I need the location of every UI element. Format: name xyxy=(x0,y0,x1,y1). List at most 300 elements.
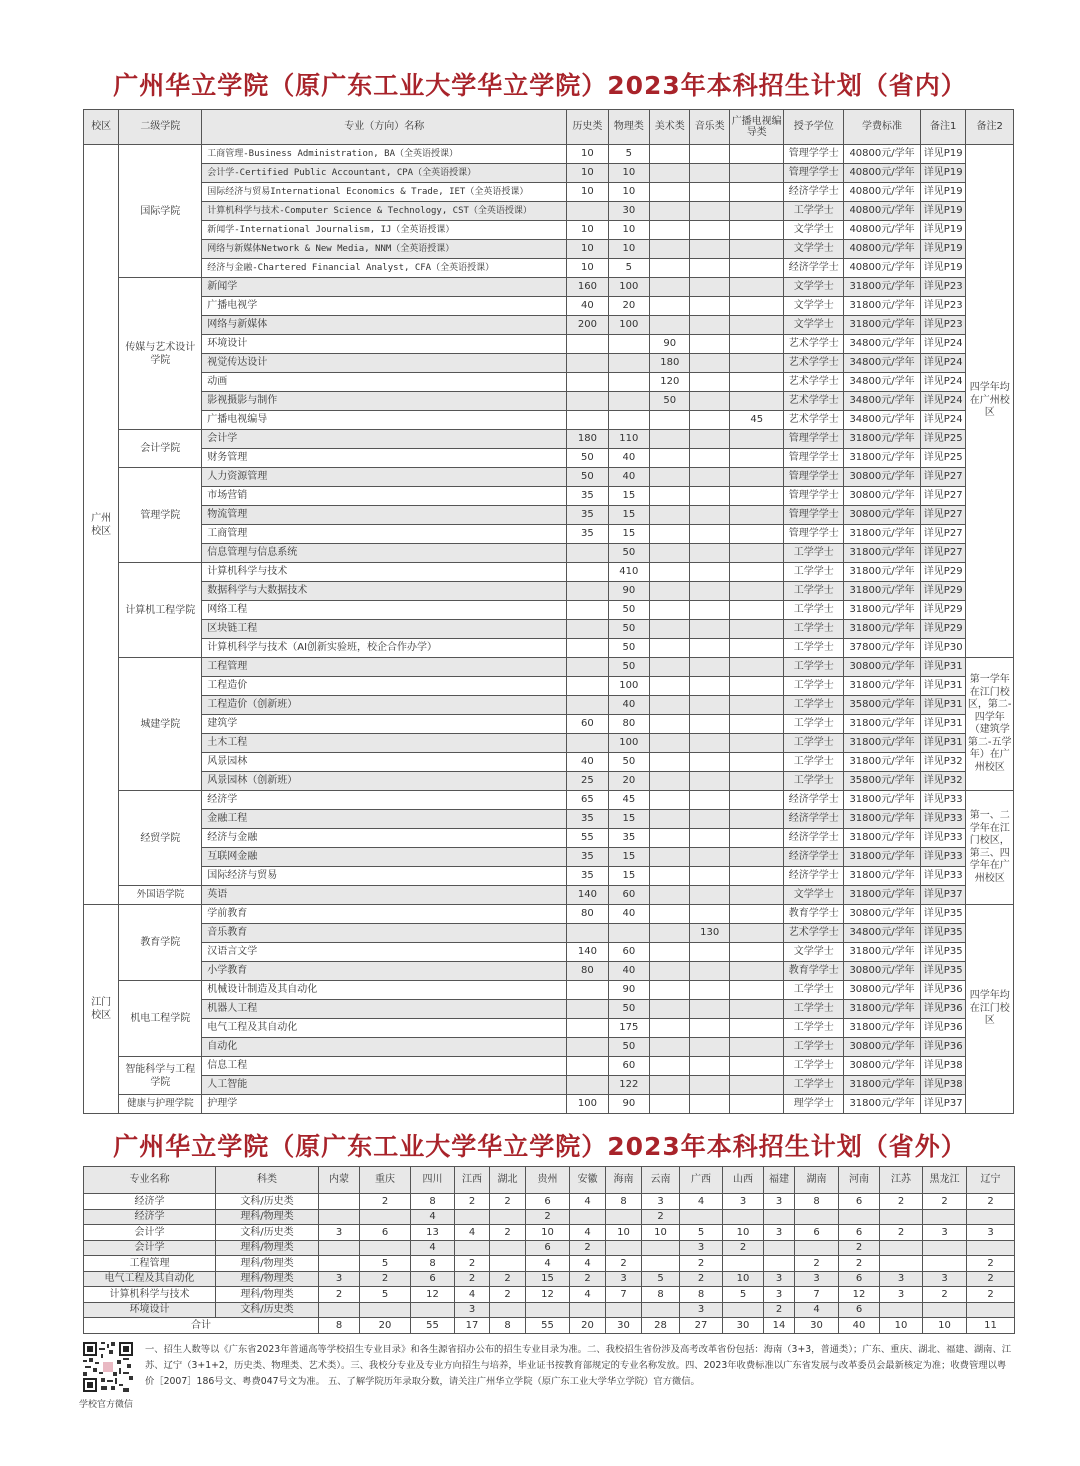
cell-art xyxy=(650,430,690,449)
cell-art xyxy=(650,1076,690,1095)
cell-fee: 35800元/学年 xyxy=(844,696,921,715)
cell-fee: 30800元/学年 xyxy=(844,1057,921,1076)
column-header: 福建 xyxy=(764,1167,795,1194)
cell-degree: 文学学士 xyxy=(784,943,844,962)
total-cell: 40 xyxy=(839,1318,880,1334)
cell-hist xyxy=(567,639,608,658)
table-row xyxy=(84,867,1014,886)
cell-art xyxy=(650,696,690,715)
cell-art xyxy=(650,810,690,829)
college-cell: 传媒与艺术设计学院 xyxy=(119,278,202,430)
column-header: 江苏 xyxy=(880,1167,923,1194)
table-row xyxy=(84,924,1014,943)
cell-note1: 详见P24 xyxy=(920,392,965,411)
total-label: 合计 xyxy=(84,1318,319,1334)
quota-cell xyxy=(319,1209,360,1225)
cell-phys xyxy=(608,411,649,430)
cell-fee: 31800元/学年 xyxy=(844,943,921,962)
cell-art: 120 xyxy=(650,373,690,392)
cell-fee: 31800元/学年 xyxy=(844,1019,921,1038)
column-header: 重庆 xyxy=(360,1167,411,1194)
quota-cell xyxy=(526,1302,570,1318)
column-header: 音乐类 xyxy=(690,110,729,145)
cell-phys: 50 xyxy=(608,1038,649,1057)
cell-music xyxy=(690,696,729,715)
quota-cell: 4 xyxy=(411,1240,455,1256)
major-name: 英语 xyxy=(202,886,567,905)
table-row xyxy=(84,1256,1015,1272)
quota-cell: 3 xyxy=(880,1287,923,1303)
cell-degree: 工学学士 xyxy=(784,715,844,734)
major-name: 人力资源管理 xyxy=(202,468,567,487)
cell-phys: 50 xyxy=(608,620,649,639)
major-name: 工程管理 xyxy=(84,1256,216,1272)
quota-cell: 2 xyxy=(839,1240,880,1256)
cell-note1: 详见P19 xyxy=(920,183,965,202)
quota-cell: 6 xyxy=(411,1271,455,1287)
cell-hist: 40 xyxy=(567,753,608,772)
cell-music xyxy=(690,962,729,981)
major-name: 新闻学-International Journalism, IJ（全英语授课） xyxy=(202,221,567,240)
table-row xyxy=(84,202,1014,221)
cell-degree: 理学学士 xyxy=(784,1095,844,1114)
column-header: 二级学院 xyxy=(119,110,202,145)
quota-cell: 2 xyxy=(967,1287,1015,1303)
cell-degree: 工学学士 xyxy=(784,582,844,601)
quota-cell: 2 xyxy=(570,1271,606,1287)
cell-degree: 经济学学士 xyxy=(784,829,844,848)
table-row xyxy=(84,145,1014,164)
table-row xyxy=(84,544,1014,563)
column-header: 美术类 xyxy=(650,110,690,145)
qr-label: 学校官方微信 xyxy=(79,1400,134,1410)
quota-cell: 3 xyxy=(319,1225,360,1241)
table-row xyxy=(84,392,1014,411)
cell-hist: 10 xyxy=(567,240,608,259)
cell-bd xyxy=(729,392,784,411)
table-row xyxy=(84,335,1014,354)
quota-cell xyxy=(880,1209,923,1225)
cell-hist xyxy=(567,354,608,373)
cell-note1: 详见P33 xyxy=(920,829,965,848)
quota-cell: 5 xyxy=(723,1287,764,1303)
cell-phys: 15 xyxy=(608,506,649,525)
cell-music xyxy=(690,943,729,962)
cell-note1: 详见P37 xyxy=(920,886,965,905)
quota-cell: 2 xyxy=(680,1271,723,1287)
cell-bd xyxy=(729,734,784,753)
cell-art xyxy=(650,544,690,563)
out-province-title: 广州华立学院（原广东工业大学华立学院）2023年本科招生计划（省外） xyxy=(113,1132,967,1161)
cell-music xyxy=(690,449,729,468)
quota-cell: 2 xyxy=(680,1256,723,1272)
cell-art xyxy=(650,259,690,278)
total-cell: 28 xyxy=(642,1318,680,1334)
cell-fee: 40800元/学年 xyxy=(844,145,921,164)
cell-phys: 175 xyxy=(608,1019,649,1038)
cell-phys: 50 xyxy=(608,544,649,563)
cell-music xyxy=(690,1057,729,1076)
cell-note1: 详见P29 xyxy=(920,601,965,620)
cell-phys: 40 xyxy=(608,905,649,924)
cell-degree: 管理学学士 xyxy=(784,449,844,468)
cell-phys: 10 xyxy=(608,221,649,240)
quota-cell xyxy=(880,1256,923,1272)
cell-note1: 详见P19 xyxy=(920,202,965,221)
major-name: 电气工程及其自动化 xyxy=(84,1271,216,1287)
cell-phys: 100 xyxy=(608,734,649,753)
cell-degree: 经济学学士 xyxy=(784,867,844,886)
cell-hist: 10 xyxy=(567,221,608,240)
quota-cell xyxy=(795,1209,839,1225)
cell-music: 130 xyxy=(690,924,729,943)
cell-art xyxy=(650,1038,690,1057)
cell-bd xyxy=(729,848,784,867)
cell-music xyxy=(690,886,729,905)
cell-bd xyxy=(729,886,784,905)
cell-phys: 60 xyxy=(608,886,649,905)
total-cell: 20 xyxy=(570,1318,606,1334)
quota-cell: 7 xyxy=(606,1287,642,1303)
quota-cell: 2 xyxy=(967,1194,1015,1210)
cell-phys: 50 xyxy=(608,658,649,677)
quota-cell xyxy=(880,1302,923,1318)
cell-music xyxy=(690,582,729,601)
cell-art xyxy=(650,202,690,221)
table-row xyxy=(84,1209,1015,1225)
cell-degree: 工学学士 xyxy=(784,620,844,639)
cell-phys: 10 xyxy=(608,183,649,202)
quota-cell: 6 xyxy=(360,1225,411,1241)
cell-fee: 34800元/学年 xyxy=(844,924,921,943)
footer xyxy=(79,1342,1018,1417)
quota-cell: 3 xyxy=(455,1302,490,1318)
cell-hist xyxy=(567,1000,608,1019)
cell-note1: 详见P25 xyxy=(920,430,965,449)
cell-fee: 31800元/学年 xyxy=(844,886,921,905)
cell-hist xyxy=(567,981,608,1000)
quota-cell xyxy=(360,1302,411,1318)
quota-cell xyxy=(967,1302,1015,1318)
cell-note1: 详见P24 xyxy=(920,335,965,354)
major-name: 广播电视编导 xyxy=(202,411,567,430)
cell-art xyxy=(650,753,690,772)
cell-degree: 工学学士 xyxy=(784,601,844,620)
table-row xyxy=(84,1287,1015,1303)
quota-cell xyxy=(319,1256,360,1272)
cell-art xyxy=(650,677,690,696)
table-row xyxy=(84,753,1014,772)
cell-art xyxy=(650,924,690,943)
cell-hist xyxy=(567,373,608,392)
cell-fee: 31800元/学年 xyxy=(844,449,921,468)
quota-cell: 4 xyxy=(570,1287,606,1303)
cell-music xyxy=(690,658,729,677)
cell-degree: 经济学学士 xyxy=(784,259,844,278)
cell-music xyxy=(690,1095,729,1114)
cell-fee: 30800元/学年 xyxy=(844,487,921,506)
cell-music xyxy=(690,1038,729,1057)
quota-cell: 2 xyxy=(642,1209,680,1225)
cell-note1: 详见P37 xyxy=(920,1095,965,1114)
cell-music xyxy=(690,753,729,772)
cell-degree: 管理学学士 xyxy=(784,525,844,544)
quota-cell xyxy=(880,1240,923,1256)
cell-bd xyxy=(729,1095,784,1114)
cell-fee: 31800元/学年 xyxy=(844,715,921,734)
cell-music xyxy=(690,468,729,487)
table-row xyxy=(84,1000,1014,1019)
cell-bd xyxy=(729,715,784,734)
cell-hist: 35 xyxy=(567,867,608,886)
quota-cell: 2 xyxy=(923,1194,967,1210)
cell-degree: 艺术学学士 xyxy=(784,411,844,430)
cell-fee: 40800元/学年 xyxy=(844,259,921,278)
cell-art xyxy=(650,316,690,335)
quota-cell: 7 xyxy=(795,1287,839,1303)
cell-music xyxy=(690,791,729,810)
quota-cell: 3 xyxy=(606,1271,642,1287)
cell-art xyxy=(650,164,690,183)
table-row xyxy=(84,240,1014,259)
table-row xyxy=(84,183,1014,202)
cell-art xyxy=(650,449,690,468)
table-row xyxy=(84,1240,1015,1256)
quota-cell: 6 xyxy=(526,1240,570,1256)
major-name: 工商管理 xyxy=(202,525,567,544)
cell-phys xyxy=(608,354,649,373)
major-name: 自动化 xyxy=(202,1038,567,1057)
cell-hist: 55 xyxy=(567,829,608,848)
cell-music xyxy=(690,373,729,392)
cell-fee: 40800元/学年 xyxy=(844,164,921,183)
note2-cell: 四学年均在江门校区 xyxy=(966,905,1014,1114)
cell-bd xyxy=(729,373,784,392)
quota-cell xyxy=(570,1209,606,1225)
cell-bd xyxy=(729,506,784,525)
major-name: 学前教育 xyxy=(202,905,567,924)
subject-type: 理科/物理类 xyxy=(216,1240,319,1256)
cell-bd xyxy=(729,639,784,658)
cell-art: 50 xyxy=(650,392,690,411)
cell-music xyxy=(690,278,729,297)
cell-hist: 10 xyxy=(567,164,608,183)
cell-bd xyxy=(729,981,784,1000)
quota-cell xyxy=(360,1240,411,1256)
cell-art xyxy=(650,848,690,867)
quota-cell: 8 xyxy=(795,1194,839,1210)
cell-art xyxy=(650,145,690,164)
major-name: 经济学 xyxy=(84,1209,216,1225)
cell-phys: 100 xyxy=(608,278,649,297)
column-header: 广西 xyxy=(680,1167,723,1194)
cell-note1: 详见P24 xyxy=(920,411,965,430)
cell-degree: 管理学学士 xyxy=(784,487,844,506)
cell-phys: 50 xyxy=(608,753,649,772)
cell-degree: 文学学士 xyxy=(784,278,844,297)
cell-music xyxy=(690,734,729,753)
quota-cell xyxy=(642,1256,680,1272)
table-row xyxy=(84,962,1014,981)
quota-cell xyxy=(455,1209,490,1225)
cell-note1: 详见P27 xyxy=(920,506,965,525)
quota-cell xyxy=(839,1209,880,1225)
cell-phys: 30 xyxy=(608,202,649,221)
cell-fee: 31800元/学年 xyxy=(844,1000,921,1019)
table-row xyxy=(84,316,1014,335)
cell-fee: 31800元/学年 xyxy=(844,601,921,620)
quota-cell: 3 xyxy=(967,1225,1015,1241)
table-row xyxy=(84,810,1014,829)
cell-phys: 20 xyxy=(608,772,649,791)
cell-note1: 详见P27 xyxy=(920,544,965,563)
table-row xyxy=(84,886,1014,905)
quota-cell: 2 xyxy=(967,1256,1015,1272)
cell-note1: 详见P24 xyxy=(920,373,965,392)
table-row xyxy=(84,848,1014,867)
cell-bd xyxy=(729,221,784,240)
cell-fee: 31800元/学年 xyxy=(844,544,921,563)
cell-phys: 122 xyxy=(608,1076,649,1095)
quota-cell xyxy=(967,1209,1015,1225)
quota-cell: 5 xyxy=(360,1287,411,1303)
cell-phys: 40 xyxy=(608,449,649,468)
table-row xyxy=(84,791,1014,810)
major-name: 会计学-Certified Public Accountant, CPA（全英语授课） xyxy=(202,164,567,183)
cell-degree: 工学学士 xyxy=(784,639,844,658)
cell-note1: 详见P23 xyxy=(920,278,965,297)
major-name: 互联网金融 xyxy=(202,848,567,867)
cell-note1: 详见P38 xyxy=(920,1057,965,1076)
table-row xyxy=(84,772,1014,791)
college-cell: 教育学院 xyxy=(119,905,202,981)
cell-bd xyxy=(729,962,784,981)
quota-cell: 3 xyxy=(680,1302,723,1318)
quota-cell: 12 xyxy=(411,1287,455,1303)
cell-art xyxy=(650,1095,690,1114)
major-name: 市场营销 xyxy=(202,487,567,506)
cell-note1: 详见P27 xyxy=(920,525,965,544)
cell-degree: 艺术学学士 xyxy=(784,924,844,943)
quota-cell: 2 xyxy=(490,1194,526,1210)
cell-degree: 工学学士 xyxy=(784,772,844,791)
cell-hist: 35 xyxy=(567,525,608,544)
column-header: 专业（方向）名称 xyxy=(202,110,567,145)
cell-music xyxy=(690,202,729,221)
quota-cell: 5 xyxy=(642,1271,680,1287)
quota-cell: 3 xyxy=(795,1271,839,1287)
cell-degree: 工学学士 xyxy=(784,753,844,772)
cell-hist xyxy=(567,411,608,430)
major-name: 计算机科学与技术（AI创新实验班，校企合作办学） xyxy=(202,639,567,658)
subject-type: 理科/物理类 xyxy=(216,1209,319,1225)
cell-note1: 详见P19 xyxy=(920,145,965,164)
cell-phys: 90 xyxy=(608,582,649,601)
cell-music xyxy=(690,829,729,848)
cell-bd xyxy=(729,696,784,715)
cell-note1: 详见P32 xyxy=(920,772,965,791)
cell-note1: 详见P29 xyxy=(920,582,965,601)
cell-art xyxy=(650,715,690,734)
cell-music xyxy=(690,848,729,867)
quota-cell xyxy=(723,1209,764,1225)
quota-cell: 6 xyxy=(795,1225,839,1241)
major-name: 信息工程 xyxy=(202,1057,567,1076)
cell-degree: 艺术学学士 xyxy=(784,354,844,373)
cell-bd xyxy=(729,278,784,297)
cell-bd xyxy=(729,297,784,316)
cell-fee: 34800元/学年 xyxy=(844,373,921,392)
cell-note1: 详见P31 xyxy=(920,715,965,734)
column-header: 科类 xyxy=(216,1167,319,1194)
quota-cell xyxy=(360,1209,411,1225)
quota-cell: 10 xyxy=(606,1225,642,1241)
major-name: 汉语言文学 xyxy=(202,943,567,962)
cell-hist: 10 xyxy=(567,183,608,202)
cell-music xyxy=(690,297,729,316)
quota-cell: 8 xyxy=(411,1256,455,1272)
quota-cell xyxy=(795,1240,839,1256)
major-name: 影视摄影与制作 xyxy=(202,392,567,411)
total-cell: 11 xyxy=(967,1318,1015,1334)
cell-bd xyxy=(729,829,784,848)
table-row xyxy=(84,734,1014,753)
table-row xyxy=(84,582,1014,601)
quota-cell xyxy=(764,1240,795,1256)
quota-cell: 4 xyxy=(570,1194,606,1210)
table-row xyxy=(84,658,1014,677)
table-row xyxy=(84,354,1014,373)
table-row xyxy=(84,430,1014,449)
quota-cell xyxy=(570,1302,606,1318)
column-header: 备注2 xyxy=(966,110,1014,145)
college-cell: 机电工程学院 xyxy=(119,981,202,1057)
major-name: 建筑学 xyxy=(202,715,567,734)
cell-bd xyxy=(729,240,784,259)
table-row xyxy=(84,297,1014,316)
quota-cell: 3 xyxy=(764,1271,795,1287)
college-cell: 管理学院 xyxy=(119,468,202,563)
cell-note1: 详见P35 xyxy=(920,924,965,943)
cell-note1: 详见P33 xyxy=(920,791,965,810)
quota-cell: 2 xyxy=(839,1256,880,1272)
cell-bd xyxy=(729,658,784,677)
cell-bd xyxy=(729,145,784,164)
cell-hist xyxy=(567,582,608,601)
cell-music xyxy=(690,905,729,924)
cell-bd xyxy=(729,563,784,582)
cell-degree: 文学学士 xyxy=(784,886,844,905)
cell-fee: 31800元/学年 xyxy=(844,1076,921,1095)
cell-art xyxy=(650,962,690,981)
cell-phys: 5 xyxy=(608,145,649,164)
major-name: 环境设计 xyxy=(84,1302,216,1318)
quota-cell xyxy=(642,1302,680,1318)
quota-cell: 2 xyxy=(570,1240,606,1256)
major-name: 财务管理 xyxy=(202,449,567,468)
cell-note1: 详见P35 xyxy=(920,962,965,981)
cell-hist xyxy=(567,696,608,715)
quota-cell: 2 xyxy=(360,1194,411,1210)
cell-fee: 31800元/学年 xyxy=(844,563,921,582)
table-row xyxy=(84,164,1014,183)
quota-cell: 5 xyxy=(360,1256,411,1272)
quota-cell xyxy=(723,1256,764,1272)
cell-hist xyxy=(567,563,608,582)
cell-music xyxy=(690,411,729,430)
cell-phys: 90 xyxy=(608,981,649,1000)
cell-fee: 31800元/学年 xyxy=(844,525,921,544)
